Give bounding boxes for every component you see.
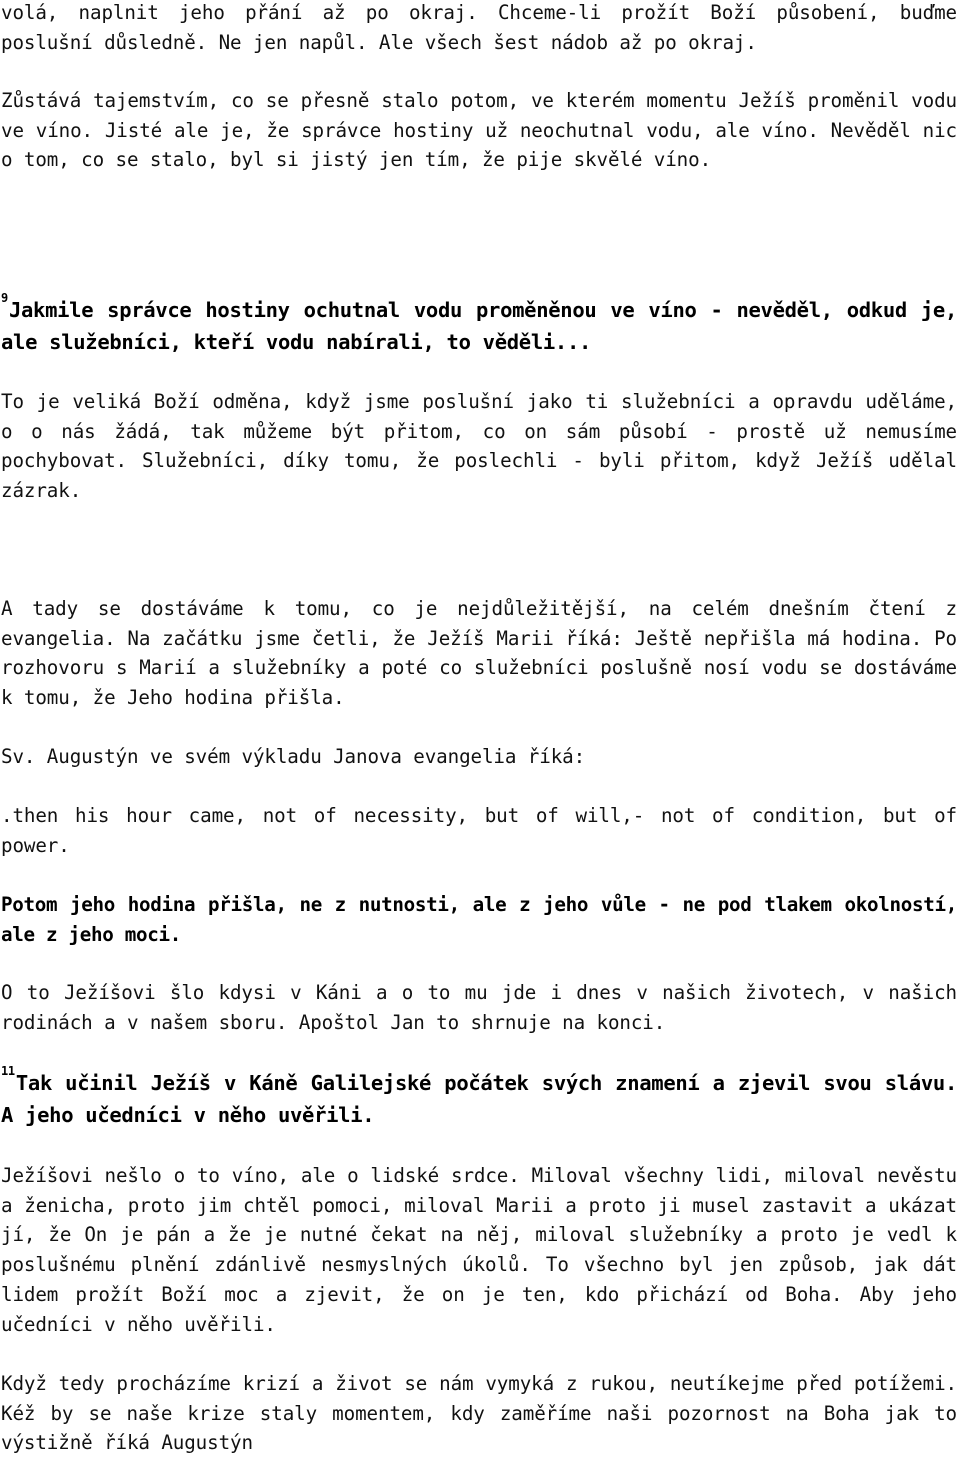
- paragraph-reward: To je veliká Boží odměna, když jsme poslušní jako ti služebníci a opravdu uděláme, o o nás žádá, tak můžeme být přitom, co on sám působí - prostě už nemusíme pochybovat. Služebníci, díky tomu, že poslechli - byli přitom, když Ježíš udělal zázrak.: [1, 390, 957, 503]
- quote-czech: Potom jeho hodina přišla, ne z nutnosti, ale z jeho vůle - ne pod tlakem okolností, ale z jeho moci.: [1, 893, 957, 946]
- paragraph-mystery: Zůstává tajemstvím, co se přesně stalo potom, ve kterém momentu Ježíš proměnil vodu ve víno. Jisté ale je, že správce hostiny už neochutnal vodu, ale víno. Nevěděl nic o tom, co se stalo, byl si jistý jen tím, že pije skvělé víno.: [1, 89, 957, 172]
- verse-number: 9: [1, 291, 8, 305]
- verse-11: [1, 1064, 957, 1131]
- paragraph-augustine-intro: Sv. Augustýn ve svém výkladu Janova evangelia říká:: [1, 745, 586, 768]
- paragraph-hour: A tady se dostáváme k tomu, co je nejdůležitější, na celém dnešním čtení z evangelia. Na začátku jsme četli, že Ježíš Marii říká: Ještě nepřišla má hodina. Po rozhovoru s Marií a služebníky a poté co služebníci poslušně nosí vodu se dostáváme k tomu, že Jeho hodina přišla.: [1, 597, 957, 710]
- quote-english: .then his hour came, not of necessity, but of will,- not of condition, but of power.: [1, 804, 957, 857]
- paragraph-heart: Ježíšovi nešlo o to víno, ale o lidské srdce. Miloval všechny lidi, miloval nevěstu a ženicha, proto jim chtěl pomoci, miloval Marii a proto ji musel zastavit a ukázat jí, že On je pán a že je nutné čekat na něj, miloval služebníky a proto je vedl k poslušnému plnění zdánlivě nesmyslných úkolů. To všechno byl jen způsob, jak dát lidem prožít Boží moc a zjevit, že on je ten, kdo přichází od Boha. Aby jeho učedníci v něho uvěřili.: [1, 1164, 957, 1336]
- verse-number: 11: [1, 1064, 15, 1078]
- verse-text: Tak učinil Ježíš v Káně Galilejské počátek svých znamení a zjevil svou slávu. A jeho učedníci v něho uvěřili.: [1, 1071, 957, 1127]
- paragraph-obedience: volá, naplnit jeho přání až po okraj. Chceme-li prožít Boží působení, buďme poslušní důsledně. Ne jen napůl. Ale všech šest nádob až po okraj.: [1, 1, 957, 54]
- verse-text: Jakmile správce hostiny ochutnal vodu proměněnou ve víno - nevěděl, odkud je, ale služebníci, kteří vodu nabírali, to věděli...: [1, 298, 957, 354]
- paragraph-crisis: Když tedy procházíme krizí a život se nám vymyká z rukou, neutíkejme před potížemi. Kéž by se naše krize staly momentem, kdy zaměříme naši pozornost na Boha jak to výstižně říká Augustýn: [1, 1372, 957, 1455]
- paragraph-kana: O to Ježíšovi šlo kdysi v Káni a o to mu jde i dnes v našich životech, v našich rodinách a v našem sboru. Apoštol Jan to shrnuje na konci.: [1, 981, 957, 1034]
- verse-9: [1, 291, 957, 358]
